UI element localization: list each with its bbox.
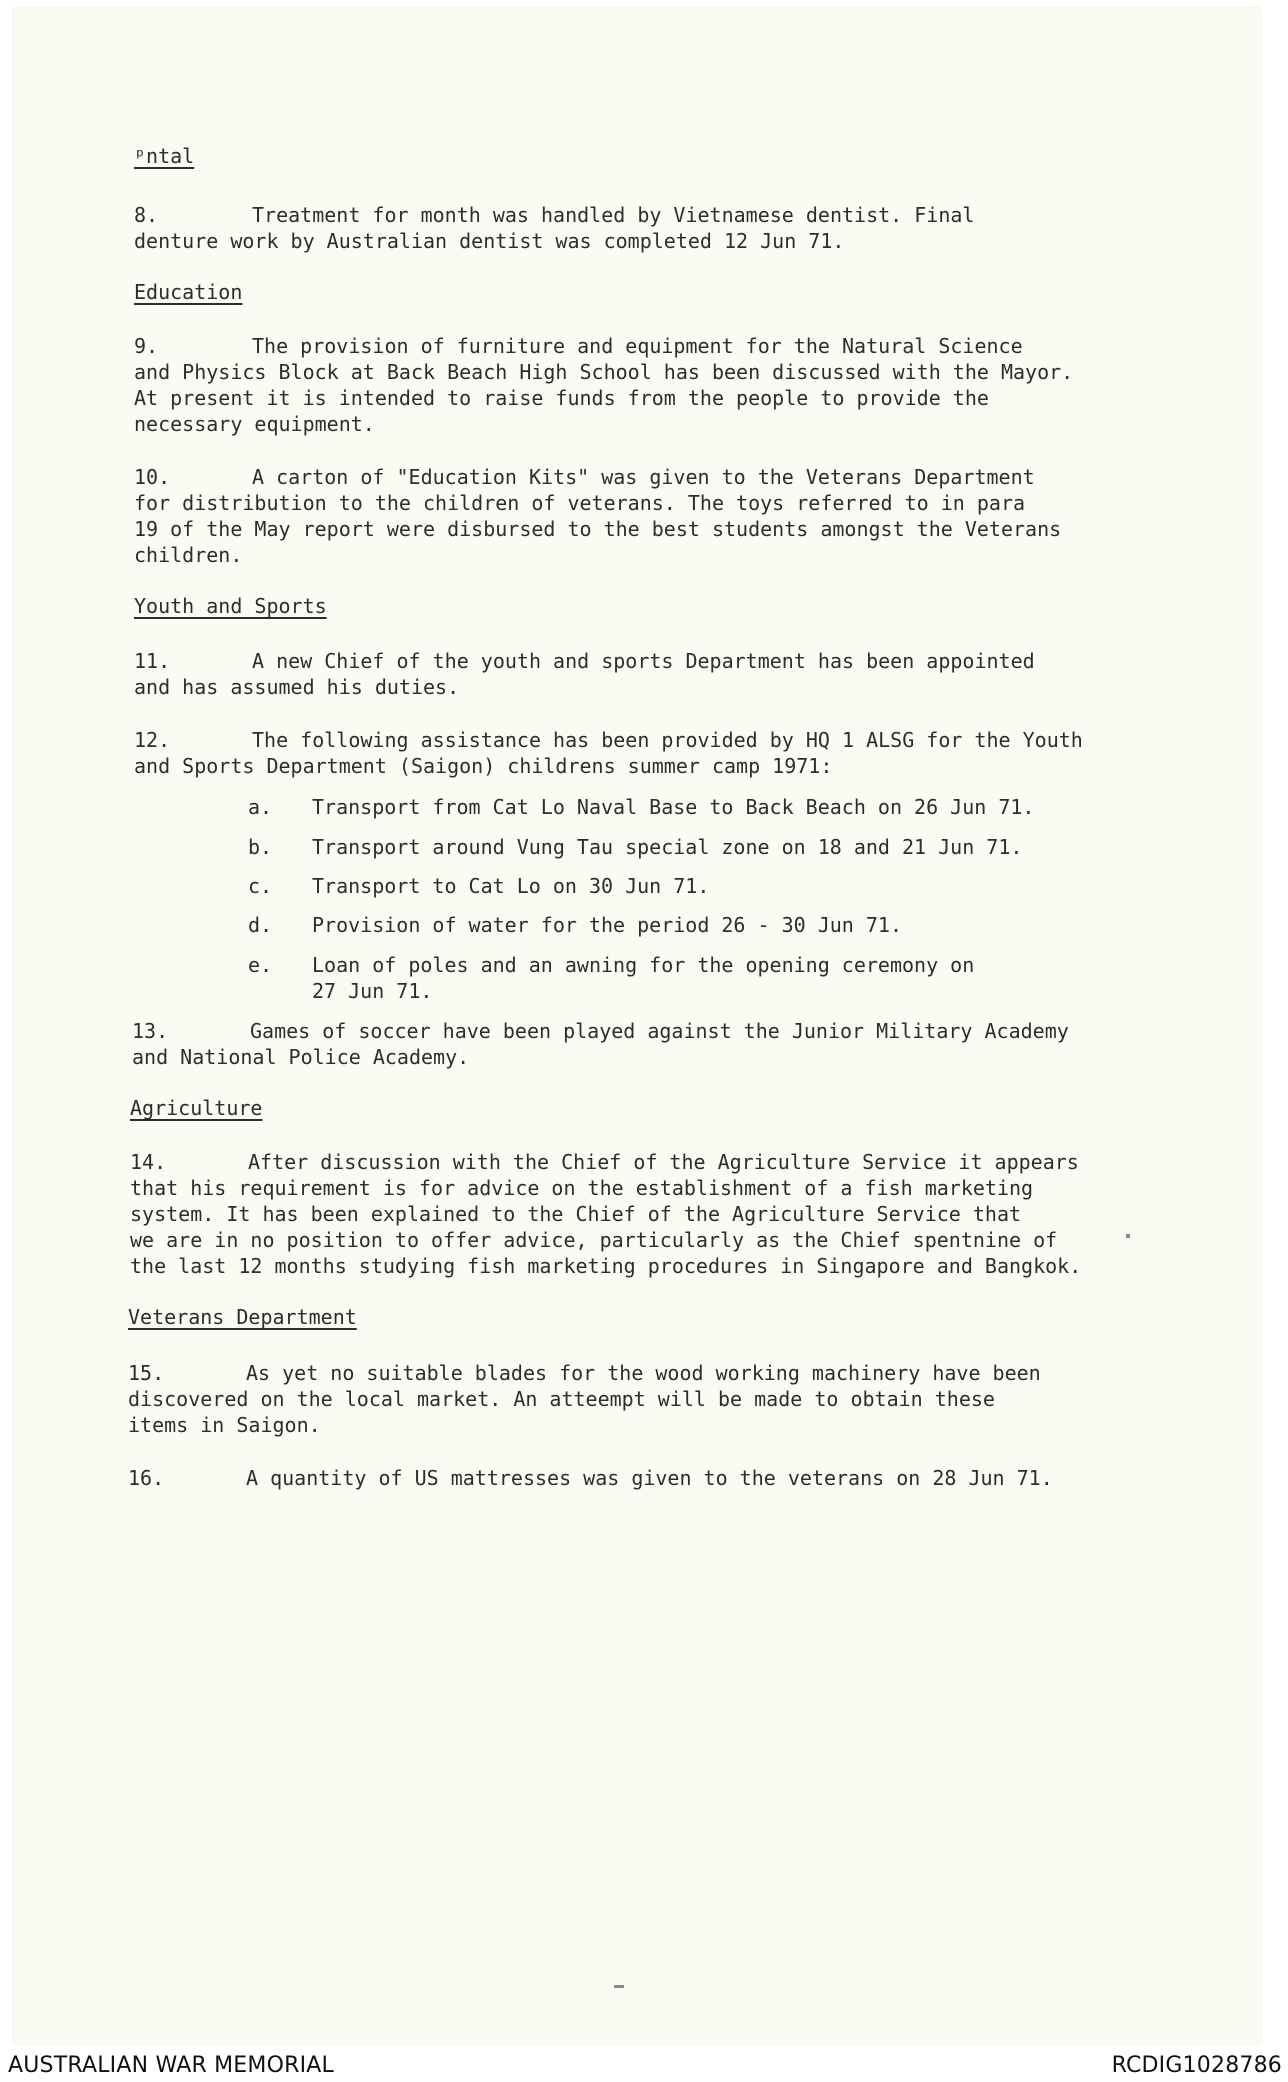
heading-agriculture: Agriculture bbox=[130, 1096, 263, 1120]
paragraph-number: 15. bbox=[128, 1361, 165, 1385]
list-item-text: Transport from Cat Lo Naval Base to Back Beach on 26 Jun 71. bbox=[312, 795, 1035, 819]
document-page bbox=[14, 8, 1260, 2043]
archive-credit: AUSTRALIAN WAR MEMORIAL bbox=[8, 2053, 334, 2078]
paragraph-13 bbox=[132, 1018, 1142, 1070]
paragraph-number: 10. bbox=[134, 465, 171, 489]
paragraph-11 bbox=[134, 648, 1144, 700]
paragraph-text: As yet no suitable blades for the wood working machinery have been discovered on the local market. An atteempt will be made to obtain these items in Saigon. bbox=[128, 1361, 1041, 1437]
paragraph-number: 14. bbox=[130, 1150, 167, 1174]
paper-speck bbox=[614, 1985, 624, 1988]
paper-speck bbox=[1126, 1234, 1130, 1238]
list-item-letter: d. bbox=[248, 913, 273, 937]
paragraph-text: After discussion with the Chief of the Agriculture Service it appears that his requirement is for advice on the establishment of a fish marketing system. It has been explained to the Chief of the Agriculture Service that we are in no position to offer advice, particularly as the Chief spentnine of the last 12 months studying fish marketing procedures in Singapore and Bangkok. bbox=[130, 1150, 1082, 1278]
paragraph-number: 8. bbox=[134, 203, 159, 227]
list-item-letter: e. bbox=[248, 953, 273, 977]
paragraph-10 bbox=[134, 464, 1144, 568]
paragraph-16 bbox=[128, 1465, 1138, 1491]
list-item-letter: c. bbox=[248, 874, 273, 898]
heading-dental bbox=[134, 143, 194, 169]
archive-reference-id: RCDIG1028786 bbox=[1111, 2053, 1282, 2078]
paragraph-number: 13. bbox=[132, 1019, 169, 1043]
heading-dental-mark: ᵖ bbox=[134, 144, 147, 168]
paragraph-text: The provision of furniture and equipment for the Natural Science and Physics Block at Back Beach High School has been discussed with the Mayor. At present it is intended to raise funds from the people to provide the necessary equipment. bbox=[134, 334, 1074, 436]
paragraph-9 bbox=[134, 333, 1144, 437]
paragraph-8 bbox=[134, 202, 1144, 254]
list-item-text: Loan of poles and an awning for the opening ceremony on 27 Jun 71. bbox=[312, 953, 975, 1003]
paragraph-number: 12. bbox=[134, 728, 171, 752]
paragraph-text: A carton of "Education Kits" was given to the Veterans Department for distribution to the children of veterans. The toys referred to in para 19 of the May report were disbursed to the best students amongst the Veterans children. bbox=[134, 465, 1062, 567]
heading-youth-and-sports: Youth and Sports bbox=[134, 594, 327, 618]
list-item-text: Provision of water for the period 26 - 30 Jun 71. bbox=[312, 913, 903, 937]
paragraph-text: Games of soccer have been played against the Junior Military Academy and National Police Academy. bbox=[132, 1019, 1069, 1069]
heading-education: Education bbox=[134, 280, 243, 304]
paragraph-text: Treatment for month was handled by Vietnamese dentist. Final denture work by Australian dentist was completed 12 Jun 71. bbox=[134, 203, 975, 253]
paragraph-text: A quantity of US mattresses was given to the veterans on 28 Jun 71. bbox=[246, 1466, 1053, 1490]
heading-dental-text: ntal bbox=[146, 144, 195, 168]
paragraph-text: The following assistance has been provided by HQ 1 ALSG for the Youth and Sports Department (Saigon) childrens summer camp 1971: bbox=[134, 728, 1083, 778]
paragraph-text: A new Chief of the youth and sports Department has been appointed and has assumed his duties. bbox=[134, 649, 1035, 699]
paragraph-number: 11. bbox=[134, 649, 171, 673]
list-item-text: Transport around Vung Tau special zone on 18 and 21 Jun 71. bbox=[312, 835, 1023, 859]
paragraph-12 bbox=[134, 727, 1144, 779]
paragraph-15 bbox=[128, 1360, 1138, 1438]
document-body bbox=[14, 8, 1260, 2043]
list-item-letter: b. bbox=[248, 835, 273, 859]
paragraph-14 bbox=[130, 1149, 1140, 1279]
paragraph-number: 9. bbox=[134, 334, 159, 358]
heading-veterans-department: Veterans Department bbox=[128, 1305, 357, 1329]
paragraph-number: 16. bbox=[128, 1466, 165, 1490]
list-item-letter: a. bbox=[248, 795, 273, 819]
list-item-text: Transport to Cat Lo on 30 Jun 71. bbox=[312, 874, 710, 898]
